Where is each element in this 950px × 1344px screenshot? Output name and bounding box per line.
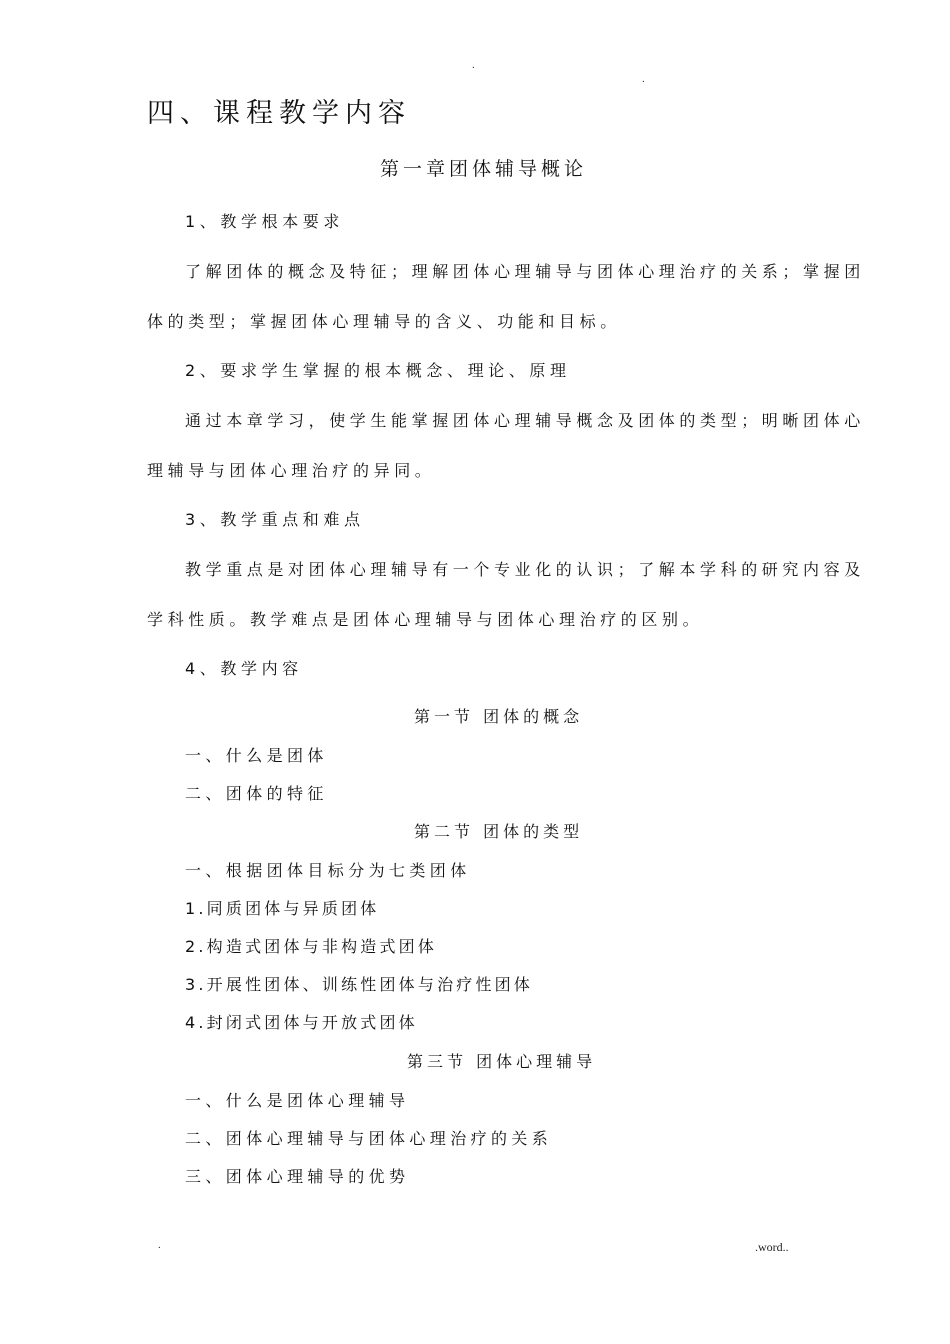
lesson-2-subitem: 1.同质团体与异质团体 xyxy=(185,899,380,918)
lesson-3-title: 第三节 团体心理辅导 xyxy=(407,1052,597,1071)
lesson-1-title: 第一节 团体的概念 xyxy=(414,707,584,726)
subsection-1-title: 1、教学根本要求 xyxy=(185,212,344,231)
paragraph-2-line-1: 通过本章学习，使学生能掌握团体心理辅导概念及团体的类型；明晰团体心 xyxy=(185,411,865,430)
section-heading: 四、课程教学内容 xyxy=(147,98,411,129)
paragraph-1-line-1: 了解团体的概念及特征；理解团体心理辅导与团体心理治疗的关系；掌握团 xyxy=(185,262,865,281)
lesson-1-item: 二、团体的特征 xyxy=(185,784,328,803)
lesson-2-subitem: 2.构造式团体与非构造式团体 xyxy=(185,937,438,956)
lesson-3-item: 一、什么是团体心理辅导 xyxy=(185,1091,410,1110)
lesson-2-subitem: 3.开展性团体、训练性团体与治疗性团体 xyxy=(185,975,534,994)
subsection-2-title: 2、要求学生掌握的根本概念、理论、原理 xyxy=(185,361,571,380)
footer-label: .word.. xyxy=(755,1240,789,1254)
footer-mark-left: . xyxy=(158,1239,161,1251)
lesson-2-subitem: 4.封闭式团体与开放式团体 xyxy=(185,1013,418,1032)
lesson-2-item: 一、根据团体目标分为七类团体 xyxy=(185,861,471,880)
lesson-3-item: 二、团体心理辅导与团体心理治疗的关系 xyxy=(185,1129,553,1148)
subsection-3-title: 3、教学重点和难点 xyxy=(185,510,365,529)
subsection-4-title: 4、教学内容 xyxy=(185,659,303,678)
chapter-title: 第一章团体辅导概论 xyxy=(380,158,588,180)
paragraph-3-line-1: 教学重点是对团体心理辅导有一个专业化的认识；了解本学科的研究内容及 xyxy=(185,560,865,579)
header-mark-left: . xyxy=(472,59,475,71)
lesson-2-title: 第二节 团体的类型 xyxy=(414,822,584,841)
paragraph-2-line-2: 理辅导与团体心理治疗的异同。 xyxy=(147,461,436,480)
paragraph-3-line-2: 学科性质。教学难点是团体心理辅导与团体心理治疗的区别。 xyxy=(147,610,704,629)
paragraph-1-line-2: 体的类型；掌握团体心理辅导的含义、功能和目标。 xyxy=(147,312,621,331)
header-mark-right: . xyxy=(642,73,645,85)
lesson-1-item: 一、什么是团体 xyxy=(185,746,328,765)
lesson-3-item: 三、团体心理辅导的优势 xyxy=(185,1167,410,1186)
